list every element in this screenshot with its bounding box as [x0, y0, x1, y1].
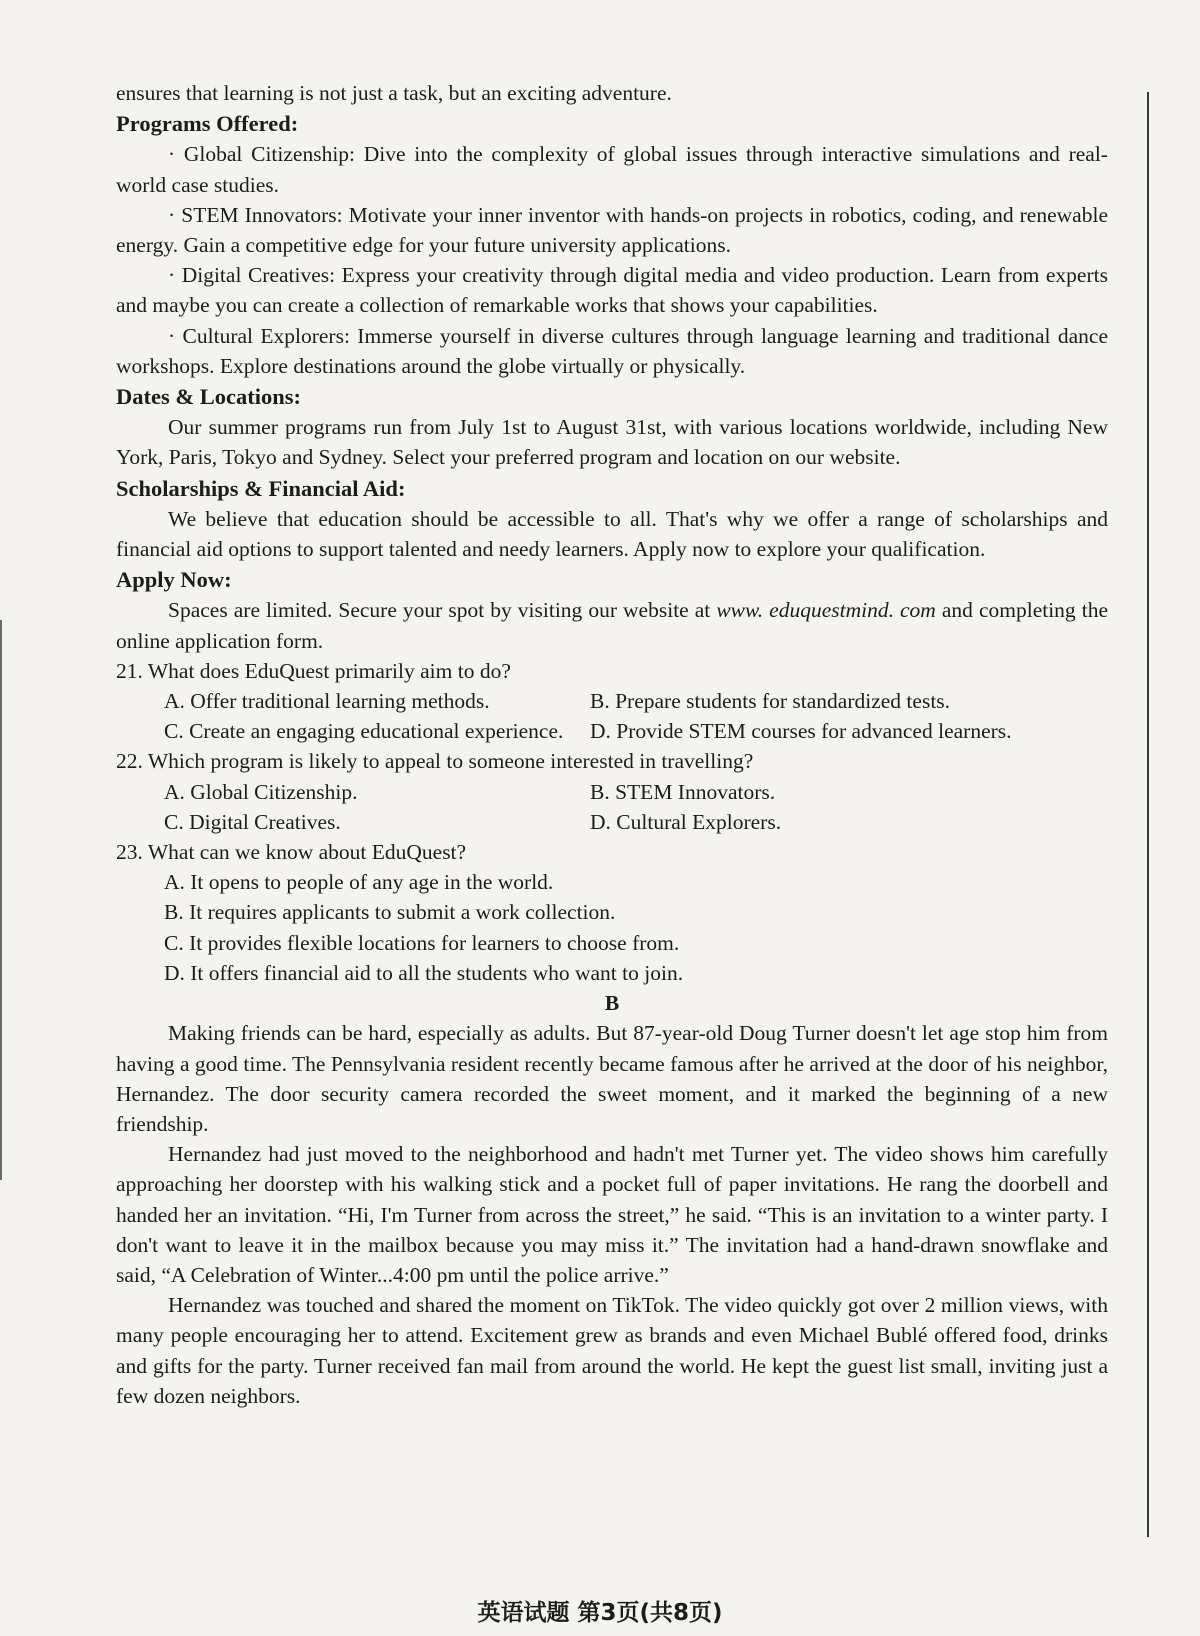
program-item: · STEM Innovators: Motivate your inner inventor with hands-on projects in robotics, coding, and renewable energy. Gain a competitive edge for your future university applications.	[116, 202, 1108, 258]
page-footer: 英语试题 第3页(共8页)	[477, 1600, 723, 1626]
program-text: Express your creativity through digital media and video production. Learn from experts and maybe you can create a collection of remarkable works that shows your capabilities.	[116, 263, 1108, 318]
program-text: Immerse yourself in diverse cultures through language learning and traditional dance workshops. Explore destinations around the globe virtually or physically.	[116, 323, 1108, 378]
option: C. It provides flexible locations for learners to choose from.	[164, 930, 680, 955]
section-letter: B	[604, 991, 620, 1016]
dates-heading: Dates & Locations:	[116, 384, 301, 410]
apply-text	[116, 595, 1108, 655]
option: D. It offers financial aid to all the students who want to join.	[164, 960, 684, 985]
program-term: Global Citizenship:	[183, 142, 356, 167]
option: A. Offer traditional learning methods.	[164, 689, 490, 714]
question-stem: 23. What can we know about EduQuest?	[116, 840, 467, 865]
apply-text-after: and completing the online application form.	[116, 598, 1108, 653]
apply-heading: Apply Now:	[116, 567, 232, 593]
option: B. It requires applicants to submit a work collection.	[164, 900, 616, 925]
left-edge-shadow	[0, 620, 2, 1180]
option: D. Cultural Explorers.	[590, 809, 782, 834]
right-margin-rule	[1147, 92, 1149, 1537]
option: B. STEM Innovators.	[590, 779, 776, 804]
program-term: Cultural Explorers:	[182, 323, 350, 348]
option: C. Digital Creatives.	[164, 809, 341, 834]
question-stem: 21. What does EduQuest primarily aim to do?	[116, 658, 511, 683]
apply-text-before: Spaces are limited. Secure your spot by visiting our website at	[168, 598, 717, 623]
option: C. Create an engaging educational experience.	[164, 719, 564, 744]
option-row	[116, 686, 1108, 716]
option-row	[116, 777, 1108, 807]
program-term: Digital Creatives:	[181, 263, 336, 288]
option: D. Provide STEM courses for advanced learners.	[590, 719, 1012, 744]
option: A. Global Citizenship.	[164, 779, 358, 804]
programs-heading: Programs Offered:	[116, 111, 299, 137]
program-item: · Digital Creatives: Express your creativity through digital media and video production. Learn from experts and maybe you can create a collection of remarkable works that shows your capabilities.	[116, 263, 1108, 318]
passage-paragraph: Hernandez had just moved to the neighborhood and hadn't met Turner yet. The video shows him carefully approaching her doorstep with his walking stick and a pocket full of paper invitations. He rang the doorbell and handed her an invitation. “Hi, I'm Turner from across the street,” he said. “This is an invitation to a winter party. I don't want to leave it in the mailbox because you may miss it.” The invitation had a hand-drawn snowflake and said, “A Celebration of Winter...4:00 pm until the police arrive.”	[116, 1142, 1108, 1287]
scholarships-text: We believe that education should be accessible to all. That's why we offer a range of scholarships and financial aid options to support talented and needy learners. Apply now to explore your qualification.	[116, 506, 1108, 562]
program-term: STEM Innovators:	[181, 202, 343, 227]
program-item: · Global Citizenship: Dive into the complexity of global issues through interactive simulations and real-world case studies.	[116, 142, 1108, 197]
option: B. Prepare students for standardized tests.	[590, 689, 951, 714]
scholarships-heading: Scholarships & Financial Aid:	[116, 475, 406, 501]
website-url: www. eduquestmind. com	[716, 598, 936, 623]
question-stem: 22. Which program is likely to appeal to someone interested in travelling?	[116, 749, 754, 774]
option: A. It opens to people of any age in the world.	[164, 870, 554, 895]
dates-text: Our summer programs run from July 1st to August 31st, with various locations worldwide, including New York, Paris, Tokyo and Sydney. Select your preferred program and location on our website.	[116, 415, 1108, 470]
option-row	[116, 807, 1108, 837]
passage-paragraph: Making friends can be hard, especially as adults. But 87-year-old Doug Turner doesn't let age stop him from having a good time. The Pennsylvania resident recently became famous after he arrived at the door of his neighbor, Hernandez. The door security camera recorded the sweet moment, and it marked the beginning of a new friendship.	[116, 1021, 1108, 1136]
program-text: Dive into the complexity of global issues through interactive simulations and real-world case studies.	[116, 142, 1108, 197]
option-row	[116, 716, 1108, 746]
intro-tail: ensures that learning is not just a task, but an exciting adventure.	[116, 81, 672, 105]
program-item: · Cultural Explorers: Immerse yourself in diverse cultures through language learning and traditional dance workshops. Explore destinations around the globe virtually or physically.	[116, 323, 1108, 378]
passage-paragraph: Hernandez was touched and shared the moment on TikTok. The video quickly got over 2 million views, with many people encouraging her to attend. Excitement grew as brands and even Michael Bublé offered food, drinks and gifts for the party. Turner received fan mail from around the world. He kept the guest list small, inviting just a few dozen neighbors.	[116, 1293, 1108, 1408]
document-page	[116, 78, 1108, 1411]
program-text: Motivate your inner inventor with hands-on projects in robotics, coding, and renewable energy. Gain a competitive edge for your future university applications.	[116, 202, 1108, 258]
